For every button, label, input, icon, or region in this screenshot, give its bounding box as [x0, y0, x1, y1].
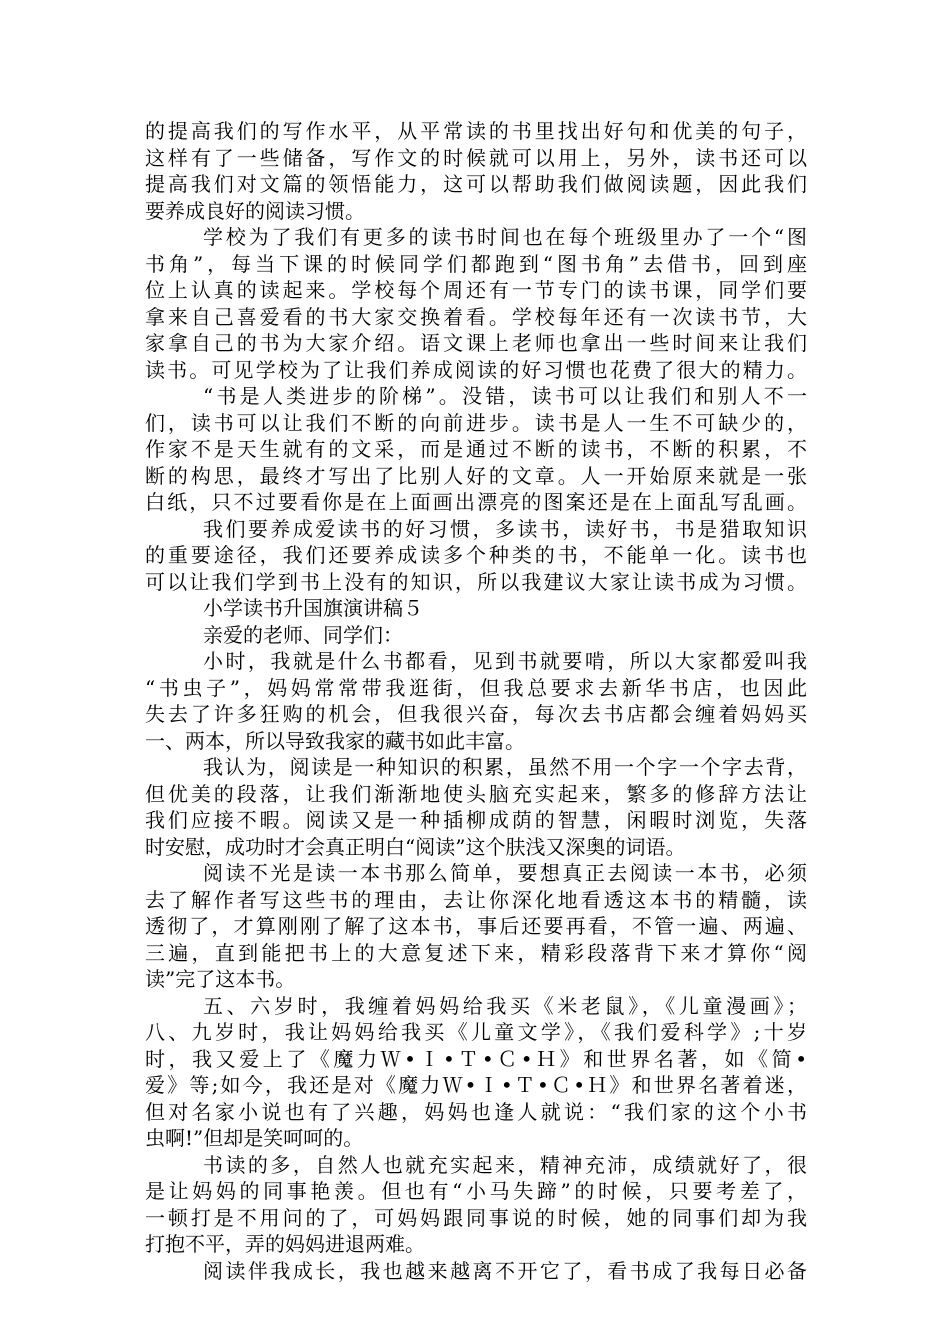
text-line: 失去了许多狂购的机会，但我很兴奋，每次去书店都会缠着妈妈买 — [145, 702, 807, 726]
text-line: “书是人类进步的阶梯”。没错，读书可以让我们和别人不一 — [203, 384, 807, 408]
text-line: 白纸，只不过要看你是在上面画出漂亮的图案还是在上面乱写乱画。 — [145, 490, 807, 514]
text-line: 但对名家小说也有了兴趣，妈妈也逢人就说：“我们家的这个小书 — [145, 1100, 807, 1124]
text-line: 但优美的段落，让我们渐渐地使头脑充实起来，繁多的修辞方法让 — [145, 782, 807, 806]
text-line: 一、两本，所以导致我家的藏书如此丰富。 — [145, 729, 525, 753]
text-line: 读书。可见学校为了让我们养成阅读的好习惯也花费了很大的精力。 — [145, 358, 807, 382]
text-line: 爱》等;如今，我还是对《魔力Ｗ•Ｉ•Ｔ•Ｃ•Ｈ》和世界名著着迷， — [145, 1073, 807, 1097]
text-line: 位上认真的读起来。学校每个周还有一节专门的读书课，同学们要 — [145, 278, 807, 302]
text-line: 是让妈妈的同事艳羡。但也有“小马失蹄”的时候，只要考差了， — [145, 1179, 807, 1203]
text-line: 时，我又爱上了《魔力Ｗ•Ｉ•Ｔ•Ｃ•Ｈ》和世界名著，如《简• — [145, 1047, 807, 1071]
text-line: 八、九岁时，我让妈妈给我买《儿童文学》，《我们爱科学》;十岁 — [145, 1020, 807, 1044]
text-line: 五、六岁时，我缠着妈妈给我买《米老鼠》，《儿童漫画》； — [203, 994, 807, 1018]
text-line: 时安慰，成功时才会真正明白“阅读”这个肤浅又深奥的词语。 — [145, 835, 686, 859]
text-line: 书读的多，自然人也就充实起来，精神充沛，成绩就好了，很 — [203, 1153, 807, 1177]
text-line: 透彻了，才算刚刚了解了这本书，事后还要再看，不管一遍、两遍、 — [145, 914, 807, 938]
text-line: 亲爱的老师、同学们： — [203, 623, 403, 647]
text-line: 去了解作者写这些书的理由，去让你深化地看透这本书的精髓，读 — [145, 888, 807, 912]
text-line: 提高我们对文篇的领悟能力，这可以帮助我们做阅读题，因此我们 — [145, 172, 807, 196]
text-line: 拿来自己喜爱看的书大家交换着看。学校每年还有一次读书节，大 — [145, 305, 807, 329]
text-line: 打抱不平，弄的妈妈进退两难。 — [145, 1232, 425, 1256]
text-line: 断的构思，最终才写出了比别人好的文章。人一开始原来就是一张 — [145, 464, 807, 488]
text-line: 家拿自己的书为大家介绍。语文课上老师也拿出一些时间来让我们 — [145, 331, 807, 355]
text-line: 我们要养成爱读书的好习惯，多读书，读好书，书是猎取知识 — [203, 517, 807, 541]
text-line: 的提高我们的写作水平，从平常读的书里找出好句和优美的句子， — [145, 119, 807, 143]
text-line: 要养成良好的阅读习惯。 — [145, 199, 365, 223]
text-line: 们，读书可以让我们不断的向前进步。读书是人一生不可缺少的， — [145, 411, 807, 435]
text-line: 阅读不光是读一本书那么简单，要想真正去阅读一本书，必须 — [203, 861, 807, 885]
text-line: 作家不是天生就有的文采，而是通过不断的读书，不断的积累，不 — [145, 437, 807, 461]
text-line: 小学读书升国旗演讲稿５ — [203, 596, 423, 620]
text-line: 我认为，阅读是一种知识的积累，虽然不用一个字一个字去背， — [203, 755, 807, 779]
text-line: 虫啊!”但却是笑呵呵的。 — [145, 1126, 364, 1150]
text-line: 读”完了这本书。 — [145, 967, 296, 991]
text-line: 我们应接不暇。阅读又是一种插柳成荫的智慧，闲暇时浏览，失落 — [145, 808, 807, 832]
text-line: 书角”，每当下课的时候同学们都跑到“图书角”去借书，回到座 — [145, 252, 807, 276]
text-line: 小时，我就是什么书都看，见到书就要啃，所以大家都爱叫我 — [203, 649, 807, 673]
text-line: 这样有了一些储备，写作文的时候就可以用上，另外，读书还可以 — [145, 146, 807, 170]
text-line: 的重要途径，我们还要养成读多个种类的书，不能单一化。读书也 — [145, 543, 807, 567]
text-line: 一顿打是不用问的了，可妈妈跟同事说的时候，她的同事们却为我 — [145, 1206, 807, 1230]
text-line: 学校为了我们有更多的读书时间也在每个班级里办了一个“图 — [203, 225, 807, 249]
text-line: 三遍，直到能把书上的大意复述下来，精彩段落背下来才算你“阅 — [145, 941, 807, 965]
text-line: “书虫子”，妈妈常常带我逛街，但我总要求去新华书店，也因此 — [145, 676, 807, 700]
text-line: 可以让我们学到书上没有的知识，所以我建议大家让读书成为习惯。 — [145, 570, 807, 594]
text-line: 阅读伴我成长，我也越来越离不开它了，看书成了我每日必备 — [203, 1259, 807, 1283]
